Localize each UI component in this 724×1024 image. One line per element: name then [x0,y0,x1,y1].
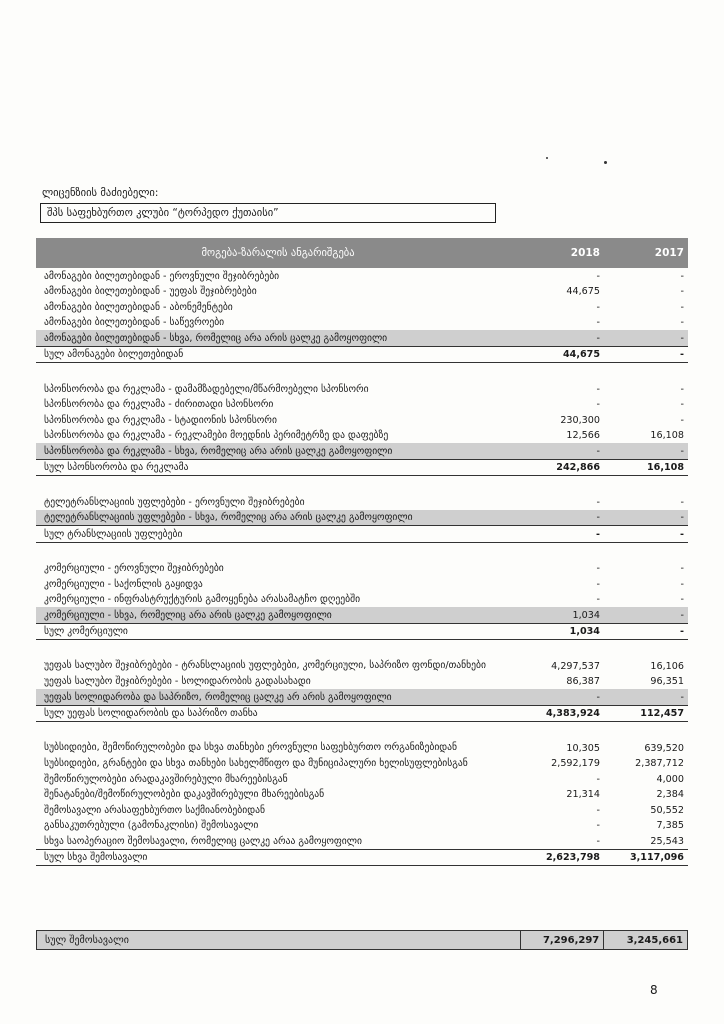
section-spacer [36,640,688,658]
row-label: სპონსორობა და რეკლამა - სტადიონის სპონსორი [44,414,277,426]
value-2017: - [680,399,684,410]
value-2017: - [680,626,684,637]
row-label: უეფას სოლიდარობა და საპრიზო, რომელიც ცალკე არ არის გამოყოფილი [44,691,392,703]
subtotal-row [36,525,688,543]
value-2017: 7,385 [656,820,684,831]
value-2017: - [680,512,684,523]
value-2017: - [680,578,684,590]
section-spacer [36,722,688,740]
value-2017: 50,552 [650,804,684,816]
page-number: 8 [650,983,658,997]
table-row [36,607,688,623]
value-2018: - [596,445,600,457]
licensee-name-box: შპს საფეხბურთო კლუბი “ტორპედო ქუთაისი” [40,203,496,223]
value-2017: - [680,594,684,605]
table-row [36,592,688,608]
value-2017: 3,117,096 [629,852,684,863]
row-label: ამონაგები ბილეთებიდან - აბონემენტები [44,301,233,313]
row-label: სპონსორობა და რეკლამა - რეკლამები მოედნის პერიმეტრზე და დაფებზე [44,430,389,441]
table-title: მოგება-ზარალის ანგარიშგება [201,247,355,259]
table-row [36,494,688,510]
row-label: სპონსორობა და რეკლამა - სხვა, რომელიც არა არის ცალკე გამოყოფილი [44,445,393,457]
value-2017: 16,106 [650,660,684,672]
row-label: კომერციული - ინფრასტრუქტურის გამოყენება არასამატჩო დღეებში [44,594,361,605]
row-label: ტელეტრანსლაციის უფლებები - სხვა, რომელიც არა არის ცალკე გამოყოფილი [44,512,413,523]
section-spacer [36,543,688,561]
value-2018: 86,387 [566,676,600,687]
value-2017: - [680,496,684,508]
value-2017: - [680,563,684,574]
value-2017: 96,351 [650,676,684,687]
scan-speck [546,157,548,159]
value-2018: 1,034 [572,609,600,621]
table-row [36,510,688,526]
value-2018: - [596,332,600,344]
value-2018: 21,314 [566,789,600,800]
value-2018: - [596,691,600,703]
value-2017: - [680,270,684,282]
value-2017: 16,108 [646,462,684,473]
value-2018: - [596,563,600,574]
table-row [36,299,688,315]
value-2018: 44,675 [566,286,600,297]
value-2017: 4,000 [656,773,684,785]
row-label: ამონაგები ბილეთებიდან - საწევროები [44,317,225,328]
value-2018: 44,675 [562,349,600,360]
value-2017: - [680,691,684,703]
value-2018: - [596,773,600,785]
subtotal-row [36,705,688,723]
row-label: სულ ტრანსლაციის უფლებები [44,528,183,540]
row-label: სხვა საოპერაციო შემოსავალი, რომელიც ცალკე არაა გამოყოფილი [44,835,362,847]
value-2018: 1,034 [569,626,600,637]
value-2018: - [596,270,600,282]
row-label: ამონაგები ბილეთებიდან - სხვა, რომელიც არა არის ცალკე გამოყოფილი [44,332,388,344]
value-2018: 10,305 [566,742,600,754]
table-row [36,674,688,690]
value-2017: - [680,286,684,297]
table-row [36,381,688,397]
value-2018: - [596,383,600,395]
row-label: სულ სპონსორობა და რეკლამა [44,462,189,473]
value-2017: - [680,528,684,540]
row-label: კომერციული - სხვა, რომელიც არა არის ცალკე გამოყოფილი [44,609,332,621]
subtotal-row [36,459,688,477]
value-2018: - [596,594,600,605]
table-row [36,658,688,674]
value-2017: - [680,349,684,360]
value-2018: - [596,578,600,590]
value-2017: 112,457 [640,708,684,719]
value-2018: - [596,496,600,508]
section-spacer [36,363,688,381]
table-row [36,268,688,284]
table-row [36,428,688,444]
subtotal-row [36,849,688,867]
row-label: შემოსავალი არასაფეხბურთო საქმიანობებიდან [44,804,265,816]
row-label: სულ უეფას სოლიდარობის და საპრიზო თანხა [44,708,258,719]
scan-speck [604,161,607,164]
value-2017: - [680,383,684,395]
table-row [36,315,688,331]
subtotal-row [36,623,688,641]
row-label: კომერციული - საქონლის გაყიდვა [44,578,203,590]
grand-total-2018: 7,296,297 [520,931,604,949]
row-label: განსაკუთრებული (გამონაკლისი) შემოსავალი [44,820,259,831]
value-2017: - [680,445,684,457]
row-label: სულ კომერციული [44,626,128,637]
value-2018: 242,866 [556,462,600,473]
table-header [36,238,688,268]
value-2018: 2,592,179 [551,758,600,769]
value-2018: - [596,317,600,328]
income-statement-table [36,238,688,866]
row-label: ტელეტრანსლაციის უფლებები - ეროვნული შეჯიბრებები [44,496,305,508]
row-label: სუბსიდიები, შემოწირულობები და სხვა თანხები ეროვნული საფეხბურთო ორგანიზებიდან [44,742,458,753]
grand-total-label: სულ შემოსავალი [45,934,129,946]
column-header-2017: 2017 [654,247,684,259]
row-label: უეფას სალუბო შეჯიბრებები - სოლიდარობის გადასახადი [44,676,311,687]
table-row [36,576,688,592]
table-row [36,787,688,803]
value-2018: 12,566 [566,430,600,441]
value-2018: 4,383,924 [545,708,600,719]
value-2017: - [680,332,684,344]
row-label: სპონსორობა და რეკლამა - ძირითადი სპონსორი [44,399,274,410]
row-label: სუბსიდიები, გრანტები და სხვა თანხები სახელმწიფო და მუნიციპალური ხელისუფლებისგან [44,757,468,769]
value-2017: - [680,301,684,313]
table-row [36,756,688,772]
table-row [36,802,688,818]
value-2017: - [680,414,684,426]
grand-total-2017: 3,245,661 [603,931,687,949]
subtotal-row [36,346,688,364]
section-spacer [36,476,688,494]
row-label: სულ სხვა შემოსავალი [44,852,148,863]
table-row [36,740,688,756]
table-body [36,268,688,866]
value-2017: - [680,317,684,328]
value-2017: 25,543 [650,835,684,847]
value-2018: - [596,512,600,523]
table-row [36,397,688,413]
value-2018: - [596,804,600,816]
value-2018: - [596,835,600,847]
row-label: ამონაგები ბილეთებიდან - ეროვნული შეჯიბრებები [44,270,280,282]
row-label: უეფას სალუბო შეჯიბრებები - ტრანსლაციის უფლებები, კომერციული, საპრიზო ფონდი/თანხები [44,660,486,671]
row-label: შემოწირულობები არადაკავშირებული მხარეებისგან [44,773,288,785]
row-label: ამონაგები ბილეთებიდან - უეფას შეჯიბრებები [44,286,257,297]
table-row [36,412,688,428]
value-2017: - [680,609,684,621]
value-2018: - [596,528,600,540]
table-row [36,330,688,346]
value-2017: 639,520 [644,742,684,754]
row-label: შენატანები/შემოწირულობები დაკავშირებული მხარეებისგან [44,789,325,800]
row-label: სპონსორობა და რეკლამა - დამამზადებელი/მწარმოებელი სპონსორი [44,383,369,395]
table-row [36,833,688,849]
value-2018: 2,623,798 [545,852,600,863]
value-2018: - [596,301,600,313]
value-2017: 2,384 [656,789,684,800]
table-row [36,561,688,577]
value-2018: - [596,399,600,410]
table-row [36,689,688,705]
column-header-2018: 2018 [570,247,600,259]
value-2017: 2,387,712 [635,758,684,769]
value-2018: - [596,820,600,831]
row-label: სულ ამონაგები ბილეთებიდან [44,349,184,360]
value-2018: 230,300 [560,414,600,426]
row-label: კომერციული - ეროვნული შეჯიბრებები [44,563,224,574]
value-2018: 4,297,537 [551,660,600,672]
table-row [36,818,688,834]
grand-total-row [36,930,688,950]
value-2017: 16,108 [650,430,684,441]
table-row [36,771,688,787]
table-row [36,443,688,459]
licensee-label: ლიცენზიის მაძიებელი: [42,187,159,199]
table-row [36,284,688,300]
